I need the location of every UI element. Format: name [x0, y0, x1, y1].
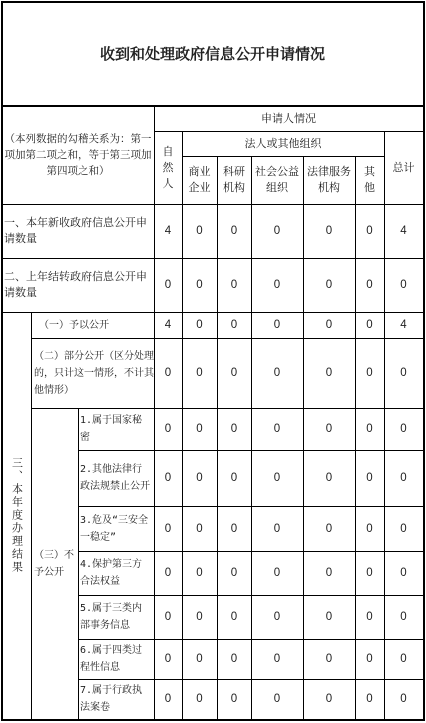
value-cell-research: 0: [230, 522, 238, 535]
value-cell-legal-service: 0: [325, 423, 333, 435]
header-research: [217, 156, 251, 204]
section-three-text: 三、本年度办理结果: [10, 457, 24, 574]
row-label-partial-open: （二）部分公开（区分处理的，只计这一情形，不计其他情形）: [34, 350, 154, 396]
value-cell-natural-person: 0: [164, 567, 172, 579]
value-cell-other: 0: [366, 567, 373, 579]
grid-line: [78, 639, 424, 640]
value-cell-commercial: 0: [196, 367, 203, 379]
value-cell-total: 0: [400, 367, 407, 379]
value-cell-legal-service: 0: [325, 522, 333, 535]
grid-line: [2, 105, 424, 107]
value-cell-natural-person: 0: [164, 693, 172, 705]
header-social-welfare: [251, 156, 303, 204]
row-label-carried-over: 二、上年结转政府信息公开申请数量: [4, 270, 147, 299]
grid-line: [251, 156, 252, 720]
value-cell-other: 0: [366, 693, 373, 705]
header-natural-person: [154, 131, 182, 204]
value-cell-legal-service: 0: [325, 472, 333, 484]
value-cell-other: 0: [366, 522, 373, 535]
value-cell-other: 0: [366, 653, 373, 665]
row-label-internal-affairs: 5.属于三类内部事务信息: [80, 603, 143, 631]
header-research-text: 科研机构: [223, 165, 245, 194]
value-cell-total: 4: [400, 319, 407, 331]
value-cell-total: 0: [400, 472, 407, 484]
grid-line: [182, 131, 183, 720]
grid-line: [78, 595, 424, 596]
value-cell-other: 0: [366, 367, 373, 379]
value-cell-legal-service: 0: [325, 653, 333, 665]
row-label-third-party: 4.保护第三方合法权益: [80, 559, 143, 587]
grid-line: [384, 131, 385, 720]
row-label-three-safety: 3.危及“三安全一稳定”: [80, 514, 149, 543]
value-cell-natural-person: 0: [164, 423, 172, 435]
value-cell-research: 0: [230, 567, 238, 579]
value-cell-natural-person: 0: [164, 611, 172, 623]
value-cell-commercial: 0: [196, 611, 203, 623]
value-cell-research: 0: [230, 423, 238, 435]
value-cell-commercial: 0: [196, 522, 203, 535]
value-cell-other: 0: [366, 225, 373, 237]
value-cell-research: 0: [230, 279, 238, 291]
row-label-enforcement: 7.属于行政执法案卷: [80, 685, 143, 713]
value-cell-social-welfare: 0: [273, 653, 281, 665]
header-other: [355, 156, 384, 204]
group-label-not-open: [31, 408, 78, 719]
value-cell-natural-person: 0: [164, 367, 172, 379]
grid-line: [1, 1, 425, 3]
row-label-open: （一）予以公开: [39, 319, 109, 331]
value-cell-total: 4: [400, 225, 407, 237]
value-cell-research: 0: [230, 653, 238, 665]
header-note: （本列数据的勾稽关系为：第一项加第二项之和，等于第三项加第四项之和）: [4, 133, 152, 177]
grid-line: [355, 156, 356, 720]
row-label-prohibited: 2.其他法律行政法规禁止公开: [80, 464, 150, 492]
header-legal-other: 法人或其他组织: [244, 136, 322, 150]
header-legal-service-text: 法律服务机构: [307, 165, 351, 194]
grid-line: [78, 408, 79, 720]
value-cell-natural-person: 0: [164, 472, 172, 484]
value-cell-commercial: 0: [196, 423, 203, 435]
grid-line: [217, 156, 218, 720]
value-cell-social-welfare: 0: [273, 693, 281, 705]
header-other-text: 其他: [364, 165, 375, 194]
value-cell-commercial: 0: [196, 472, 203, 484]
grid-line: [31, 338, 424, 339]
table-title: 收到和处理政府信息公开申请情况: [99, 45, 325, 63]
value-cell-legal-service: 0: [325, 319, 333, 331]
grid-line: [31, 312, 32, 720]
header-total: 总计: [392, 160, 415, 174]
grid-line: [78, 679, 424, 680]
row-label-new-requests: 一、本年新收政府信息公开申请数量: [4, 216, 147, 245]
value-cell-other: 0: [366, 611, 373, 623]
value-cell-natural-person: 0: [164, 522, 172, 535]
row-label-process-info: 6.属于四类过程性信息: [80, 645, 143, 673]
value-cell-commercial: 0: [196, 279, 203, 291]
value-cell-natural-person: 0: [164, 653, 172, 665]
group-not-open-text: （三）不予公开: [34, 549, 74, 578]
value-cell-research: 0: [230, 367, 238, 379]
value-cell-social-welfare: 0: [273, 423, 281, 435]
grid-line: [2, 258, 424, 259]
grid-line: [1, 719, 425, 721]
value-cell-other: 0: [366, 319, 373, 331]
value-cell-total: 0: [400, 693, 407, 705]
grid-line: [31, 408, 424, 409]
value-cell-social-welfare: 0: [273, 567, 281, 579]
header-natural-person-text: 自然人: [162, 144, 174, 190]
header-applicant-situation: 申请人情况: [261, 111, 316, 125]
value-cell-legal-service: 0: [325, 693, 333, 705]
value-cell-other: 0: [366, 472, 373, 484]
value-cell-legal-service: 0: [325, 611, 333, 623]
value-cell-total: 0: [400, 279, 407, 291]
value-cell-research: 0: [230, 319, 238, 331]
grid-line: [78, 551, 424, 552]
section-three-label: [2, 312, 31, 719]
grid-line: [154, 106, 155, 720]
value-cell-natural-person: 4: [164, 225, 172, 237]
value-cell-total: 0: [400, 653, 407, 665]
value-cell-legal-service: 0: [325, 367, 333, 379]
value-cell-total: 0: [400, 522, 407, 535]
value-cell-natural-person: 4: [164, 319, 172, 331]
value-cell-research: 0: [230, 693, 238, 705]
header-commercial: [182, 156, 217, 204]
row-label-state-secret: 1.属于国家秘密: [80, 415, 143, 443]
grid-line: [423, 2, 425, 721]
value-cell-social-welfare: 0: [273, 472, 281, 484]
value-cell-other: 0: [366, 279, 373, 291]
value-cell-social-welfare: 0: [273, 611, 281, 623]
value-cell-research: 0: [230, 611, 238, 623]
grid-line: [303, 156, 304, 720]
value-cell-social-welfare: 0: [273, 279, 281, 291]
grid-line: [1, 2, 3, 721]
value-cell-total: 0: [400, 423, 407, 435]
value-cell-commercial: 0: [196, 693, 203, 705]
value-cell-commercial: 0: [196, 567, 203, 579]
value-cell-total: 0: [400, 611, 407, 623]
value-cell-research: 0: [230, 472, 238, 484]
header-commercial-text: 商业企业: [188, 165, 211, 194]
value-cell-commercial: 0: [196, 653, 203, 665]
header-legal-service: [303, 156, 355, 204]
value-cell-total: 0: [400, 567, 407, 579]
grid-line: [78, 450, 424, 451]
value-cell-natural-person: 0: [164, 279, 172, 291]
grid-line: [182, 156, 384, 157]
value-cell-other: 0: [366, 423, 373, 435]
value-cell-legal-service: 0: [325, 567, 333, 579]
value-cell-legal-service: 0: [325, 279, 333, 291]
value-cell-legal-service: 0: [325, 225, 333, 237]
value-cell-social-welfare: 0: [273, 319, 281, 331]
grid-line: [78, 506, 424, 507]
value-cell-social-welfare: 0: [273, 522, 281, 535]
grid-line: [2, 312, 424, 313]
value-cell-social-welfare: 0: [273, 225, 281, 237]
value-cell-commercial: 0: [196, 225, 203, 237]
header-social-welfare-text: 社会公益组织: [255, 165, 299, 194]
value-cell-research: 0: [230, 225, 238, 237]
grid-line: [2, 204, 424, 205]
value-cell-commercial: 0: [196, 319, 203, 331]
value-cell-social-welfare: 0: [273, 367, 281, 379]
